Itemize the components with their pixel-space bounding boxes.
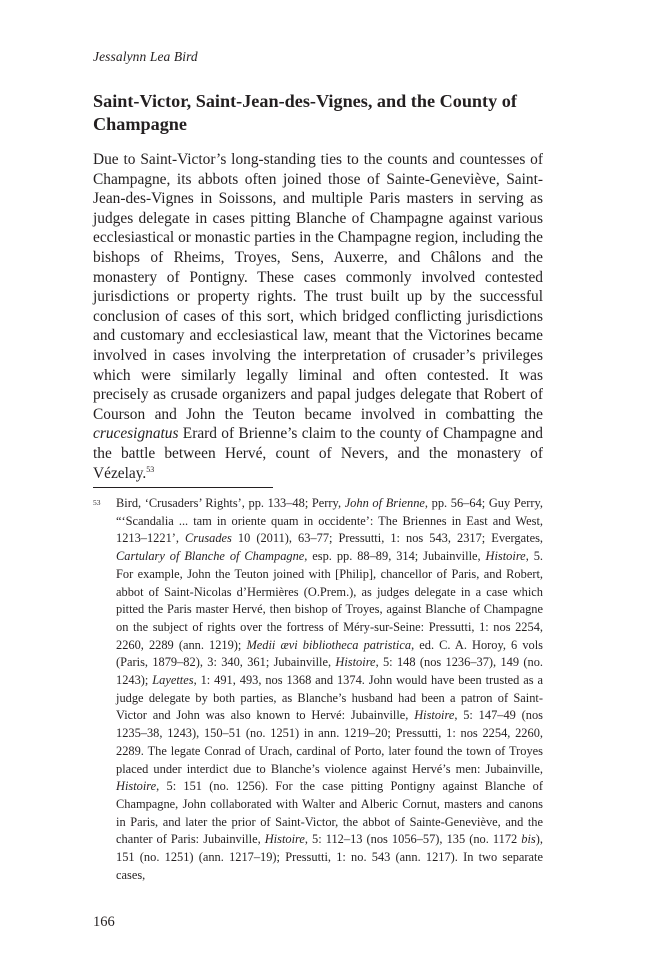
fn-seg: Bird, ‘Crusaders’ Rights’, pp. 133–48; Perry,: [116, 496, 345, 510]
fn-italic: Histoire: [264, 832, 305, 847]
fn-italic: Histoire: [335, 655, 376, 670]
body-paragraph: [93, 150, 543, 483]
fn-italic: John of Brienne: [344, 496, 425, 510]
page: [93, 0, 543, 975]
fn-seg: 10 (2011), 63–77; Pressutti, 1: nos 543, 2317; Evergates,: [231, 531, 543, 546]
fn-italic: Histoire: [485, 549, 526, 564]
section-title: Saint-Victor, Saint-Jean-des-Vignes, and the County of Champagne: [93, 91, 517, 134]
fn-italic: Histoire: [414, 708, 455, 723]
fn-seg: , 5. For example, John the Teuton joined with [Philip], chancellor of Paris, and Robert, abbot of Saint-Nicolas d’Hermières (O.Prem.), as judges delegate in a case which pitted the Paris master Hervé, then bishop of Troyes, against Blanche of Champagne on the subject of rights over the fortress of Méry-sur-Seine: Pressutti, 1: nos 2254, 2260, 2289 (ann. 1219);: [116, 549, 543, 652]
fn-seg: ), 151 (no. 1251) (ann. 1217–19); Pressutti, 1: no. 543 (ann. 1217). In two separate cases,: [116, 832, 543, 882]
fn-italic: Cartulary of Blanche of Champagne: [116, 549, 305, 564]
fn-italic: bis: [521, 832, 536, 847]
fn-italic: Layettes: [152, 673, 194, 688]
fn-italic: Crusades: [185, 531, 232, 546]
fn-italic: Medii ævi bibliotheca patristica: [246, 637, 412, 652]
fn-italic: Histoire: [116, 779, 157, 794]
footnote-divider: [93, 487, 273, 488]
running-head-author: Jessalynn Lea Bird: [93, 49, 198, 64]
body-text-after: Erard of Brienne’s claim to the county of Champagne and the battle between Hervé, count of Nevers, and the monastery of Vézelay.: [93, 425, 543, 482]
fn-seg: , 1: 491, 493, nos 1368 and 1374. John would have been trusted as a judge delegate by both parties, as Blanche’s husband had been a patron of Saint-Victor and John was also known to Hervé: Jubainville,: [116, 673, 543, 723]
fn-seg: , ed. C. A. Horoy, 6 vols (Paris, 1879–82), 3: 340, 361; Jubainville,: [116, 637, 543, 670]
footnote-reference[interactable]: 53: [146, 464, 155, 474]
body-text-before: Due to Saint-Victor’s long-standing ties to the counts and countesses of Champagne, its abbots often joined those of Sainte-Geneviève, Saint-Jean-des-Vignes in Soissons, and multiple Paris masters in serving as judges delegate in cases pitting Blanche of Champagne against various ecclesiastical or monastic parties in the Champagne region, including the bishops of Rheims, Troyes, Sens, Auxerre, and Châlons and the monastery of Pontigny. These cases commonly involved contested jurisdictions or property rights. The trust built up by the successful conclusion of cases of this sort, which bridged conflicting jurisdictions and customary and ecclesiastical law, meant that the Victorines became involved in cases involving the interpretation of crusader’s privileges which were similarly legally liminal and often contested. It was precisely as crusade organizers and papal judges delegate that Robert of Courson and John the Teuton became involved in combatting the: [93, 151, 543, 423]
fn-seg: , pp. 56–64; Guy Perry, “‘Scandalia ... tam in oriente quam in occidente’: The Briennes in East and West, 1213–1221’,: [116, 496, 543, 546]
footnote: [93, 495, 543, 884]
fn-seg: , 5: 151 (no. 1256). For the case pitting Pontigny against Blanche of Champagne, John collaborated with Walter and Alberic Cornut, masters and canons in Paris, and later the prior of Saint-Victor, the abbot of Sainte-Geneviève, and the chanter of Paris: Jubainville,: [116, 779, 543, 847]
fn-seg: , esp. pp. 88–89, 314; Jubainville,: [304, 549, 486, 564]
fn-seg: , 5: 147–49 (nos 1235–38, 1243), 150–51 (no. 1251) in ann. 1219–20; Pressutti, 1: nos 2254, 2260, 2289. The legate Conrad of Urach, cardinal of Porto, later found the town of Troyes placed under interdict due to Blanche’s violence against Hervé’s men: Jubainville,: [116, 708, 543, 776]
body-italic-term: crucesignatus: [93, 425, 179, 443]
footnote-number: 53: [93, 498, 101, 507]
page-number: 166: [93, 914, 115, 930]
footnote-text: [116, 495, 543, 884]
fn-seg: , 5: 112–13 (nos 1056–57), 135 (no. 1172: [304, 832, 522, 847]
fn-seg: , 5: 148 (nos 1236–37), 149 (no. 1243);: [116, 655, 543, 688]
